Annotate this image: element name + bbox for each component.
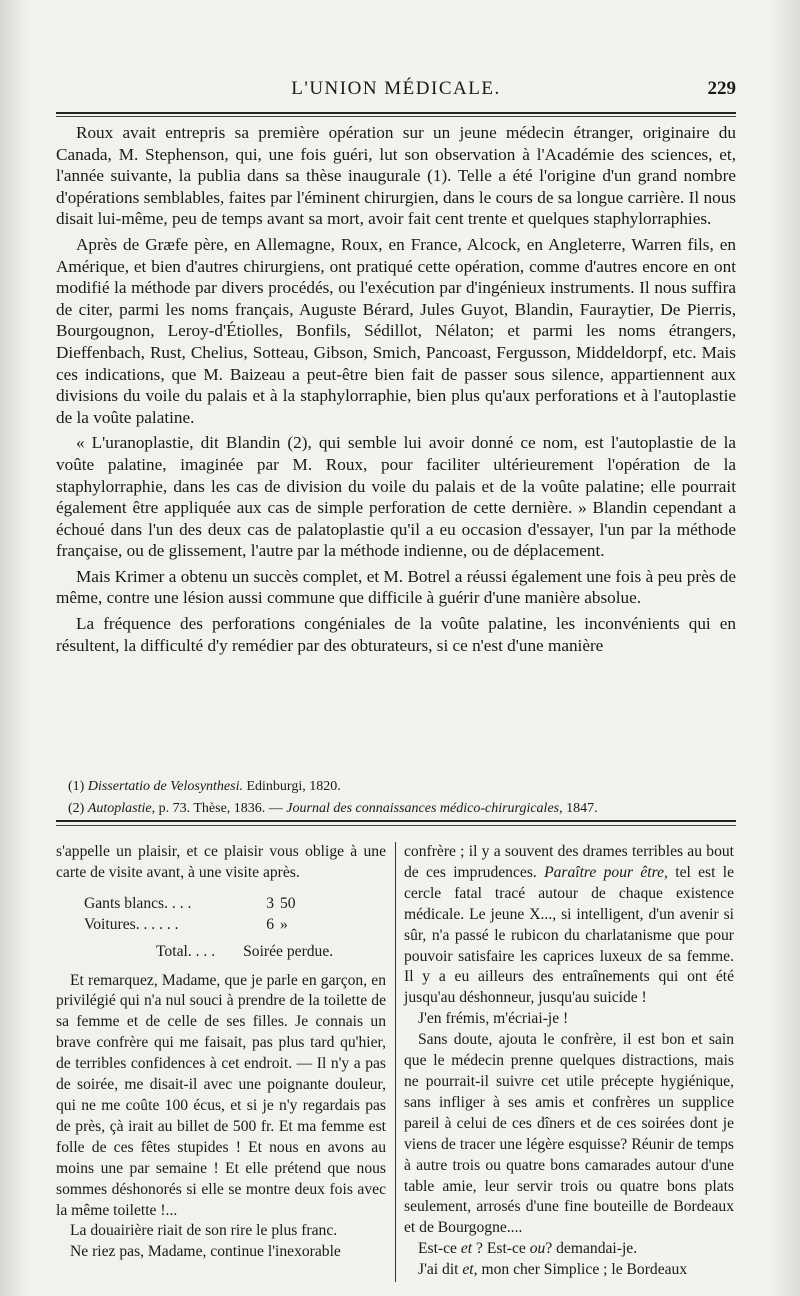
column-divider: [395, 842, 396, 1282]
paragraph: Ne riez pas, Madame, continue l'inexorable: [70, 1243, 341, 1261]
footnote-text: Edinburgi, 1820.: [242, 779, 341, 794]
expense-tally: [56, 894, 386, 963]
footnote-marker: (2): [68, 801, 85, 816]
feuilleton-rule: [56, 820, 736, 822]
tally-total-label: Total. . . .: [156, 942, 216, 960]
tally-centimes: »: [280, 915, 288, 933]
paragraph: « L'uranoplastie, dit Blandin (2), qui semble lui avoir donné ce nom, est l'autoplastie de la voûte palatine, imaginée par M. Roux, pour faciliter ultérieurement l'opération de la staphylorraphie, dans les cas de division du voile du palais et de la voûte palatine; elle pourrait également être appliquée aux cas de simple perforation de cette dernière. » Blandin cependant a échoué dans l'un des deux cas de palatoplastie qu'il a eu occasion d'essayer, l'un par la méthode française, ou de glissement, l'autre par la méthode indienne, ou de déplacement.: [56, 433, 736, 561]
italic-run: et,: [462, 1261, 478, 1279]
tally-label: Voitures. . . . . .: [84, 915, 179, 933]
tally-francs: 6: [266, 915, 274, 933]
footnote-text: p. 73. Thèse, 1836. —: [155, 801, 287, 816]
tally-row: [56, 894, 386, 915]
footnote-1: [56, 776, 736, 798]
running-title: L'UNION MÉDICALE.: [291, 78, 501, 99]
paragraph: Roux avait entrepris sa première opération sur un jeune médecin étranger, originaire du Canada, M. Stephenson, qui, une fois guéri, lut son observation à l'Académie des sciences, et, l'année suivante, la publia dans sa thèse inaugurale (1). Telle a été l'origine d'un grand nombre d'opérations semblables, faites par l'éminent chirurgien, dans le cours de sa longue carrière. Il nous disait lui-même, peu de temps avant sa mort, avoir fait cent trente et quelques staphylorraphies.: [56, 123, 736, 229]
paragraph: s'appelle un plaisir, et ce plaisir vous oblige à une carte de visite avant, à une visite après.: [56, 843, 386, 881]
tally-francs: 3: [266, 894, 274, 912]
tally-centimes: 50: [280, 894, 296, 912]
footnote-marker: (1): [68, 779, 85, 794]
paragraph: La fréquence des perforations congéniales de la voûte palatine, les inconvénients qui en résultent, la difficulté d'y remédier par des obturateurs, si ce n'est d'une manière: [56, 614, 736, 655]
paragraph: Mais Krimer a obtenu un succès complet, et M. Botrel a réussi également une fois à peu près de même, contre une lésion aussi commune que difficile à guérir d'une manière absolue.: [56, 566, 736, 608]
article-body: [56, 122, 736, 660]
paragraph: J'en frémis, m'écriai-je !: [418, 1010, 569, 1028]
text-run: ? demandai-je.: [545, 1240, 638, 1258]
tally-total-value: Soirée perdue.: [243, 942, 334, 960]
page-header: [56, 74, 736, 104]
feuilleton-left-column: [56, 842, 386, 1263]
tally-total: [56, 942, 386, 963]
page-number: 229: [707, 78, 736, 99]
paragraph: Après de Græfe père, en Allemagne, Roux, en France, Alcock, en Angleterre, Warren fils, en Amérique, et bien d'autres chirurgiens, ont pratiqué cette opération, comme d'autres encore en ont modifié la méthode par divers procédés, ou l'exécution par d'ingénieux instruments. Il nous suffira de citer, parmi les noms français, Auguste Bérard, Jules Guyot, Blandin, Fauraytier, De Pierris, Bourgougnon, Leroy-d'Étiolles, Bonfils, Sédillot, Nélaton; et parmi les noms étrangers, Dieffenbach, Rust, Chelius, Sotteau, Gibson, Smich, Pancoast, Fergusson, Middeldorpf, etc. Mais ces indications, que M. Baizeau a peut-être bien fait de passer sous silence, appartiennent aux divisions du voile du palais et à la staphylorraphie, bien plus qu'aux perforations et à l'autoplastie de la voûte palatine.: [56, 234, 736, 427]
text-run: ? Est-ce: [472, 1240, 530, 1258]
footnote-journal: Journal des connaissances médico-chirurgicales,: [286, 801, 563, 816]
italic-run: Paraître pour être,: [544, 863, 668, 881]
paragraph: [404, 1260, 734, 1281]
feuilleton-right-column: [404, 842, 734, 1281]
footnote-2: [56, 798, 736, 820]
footnote-text: 1847.: [562, 801, 598, 816]
text-run: tel est le cercle fatal tracé autour de chaque existence médicale. Le jeune X..., si intelligent, d'un avenir si sûr, n'a passé le rubicon du charlatanisme que pour pouvoir satisfaire les caprices luxeux de sa femme. Il y a eu ailleurs des entraînements qui ont été jusqu'au déshonneur, jusqu'au suicide !: [404, 863, 734, 1007]
paragraph: [404, 1239, 734, 1260]
italic-run: ou: [529, 1240, 546, 1258]
feuilleton-rule-thin: [56, 825, 736, 826]
text-run: J'ai dit: [418, 1261, 463, 1279]
text-run: Est-ce: [418, 1240, 461, 1258]
paragraph: Sans doute, ajouta le confrère, il est bon et sain que le médecin prenne quelques distractions, mais ne pourrait-il suivre cet utile précepte hygiénique, sans infliger à ses amis et confrères un supplice pareil à celui de ces dîners et de ces soirées dont je viens de tracer une légère esquisse? Réunir de temps à autre trois ou quatre bons camarades autour d'une table amie, leur servir trois ou quatre bons plats seulement, arrosés d'une fine bouteille de Bordeaux et de Bourgogne....: [404, 1031, 734, 1237]
tally-label: Gants blancs. . . .: [84, 894, 192, 912]
paragraph: La douairière riait de son rire le plus franc.: [70, 1222, 338, 1240]
text-run: confrère ; il y a souvent des drames terribles au bout de ces imprudences.: [404, 843, 734, 881]
tally-row: [56, 915, 386, 936]
footnote-title: Dissertatio de Velosynthesi.: [87, 779, 243, 794]
header-rule-thin: [56, 116, 736, 117]
footnote-title: Autoplastie,: [87, 801, 156, 816]
text-run: mon cher Simplice ; le Bordeaux: [477, 1261, 688, 1279]
header-rule: [56, 112, 736, 114]
paragraph: Et remarquez, Madame, que je parle en garçon, en privilégié qui n'a nul souci à prendre de la toilette de sa femme et de celle de ses filles. Je connais un brave confrère qui me faisait, pas plus tard qu'hier, de terribles confidences à cet endroit. — Il n'y a pas de soirée, me disait-il avec une poignante douleur, qui ne me coûte 100 écus, et si je n'y regardais pas de près, çà irait au billet de 500 fr. Et ma femme est folle de ces fêtes stupides ! Et nous en avons au moins une par semaine ! Et elle prétend que nous sommes déshonorés si elle se montre deux fois avec la même toilette !...: [56, 971, 386, 1219]
italic-run: et: [460, 1240, 473, 1258]
footnotes: [56, 776, 736, 820]
paragraph: [404, 842, 734, 1009]
